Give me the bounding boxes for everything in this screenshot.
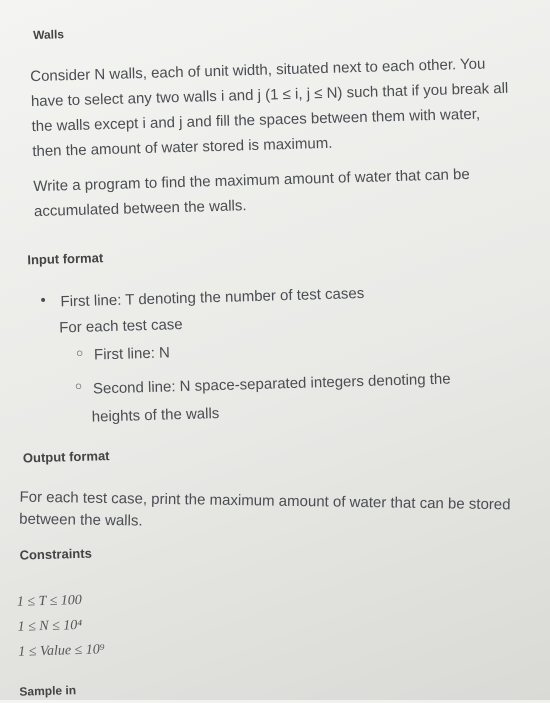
input-sub-second-line-cont: heights of the walls (91, 405, 220, 426)
bullet-icon: • (40, 291, 47, 309)
circle-bullet-icon: ○ (74, 378, 83, 394)
constraints-heading: Constraints (19, 545, 93, 563)
input-line-test-cases: First line: T denoting the number of test cases (60, 284, 365, 311)
constraint-n: 1 ≤ N ≤ 10⁴ (17, 617, 83, 635)
input-line-each-case: For each test case (59, 316, 183, 337)
problem-title: Walls (32, 27, 65, 43)
intro-paragraph: Consider N walls, each of unit width, situated next to each other. You have to select any two walls i and j (1 ≤ i, j ≤ N) such that if you break all the walls except i and j and fill the spaces between them with water, then the amount of water stored is maximum. (30, 55, 509, 161)
constraint-value: 1 ≤ Value ≤ 10⁹ (18, 642, 105, 660)
constraint-t: 1 ≤ T ≤ 100 (16, 592, 83, 610)
sample-heading: Sample in (19, 683, 77, 699)
input-format-heading: Input format (27, 250, 104, 268)
output-text: For each test case, print the maximum amount of water that can be stored between the walls. (19, 488, 511, 530)
output-format-heading: Output format (22, 448, 110, 466)
task-paragraph: Write a program to find the maximum amount of water that can be accumulated between the walls. (33, 165, 470, 221)
input-sub-first-line: First line: N (93, 344, 171, 364)
circle-bullet-icon: ○ (75, 345, 84, 361)
input-sub-second-line: Second line: N space-separated integers denoting the (92, 370, 451, 398)
